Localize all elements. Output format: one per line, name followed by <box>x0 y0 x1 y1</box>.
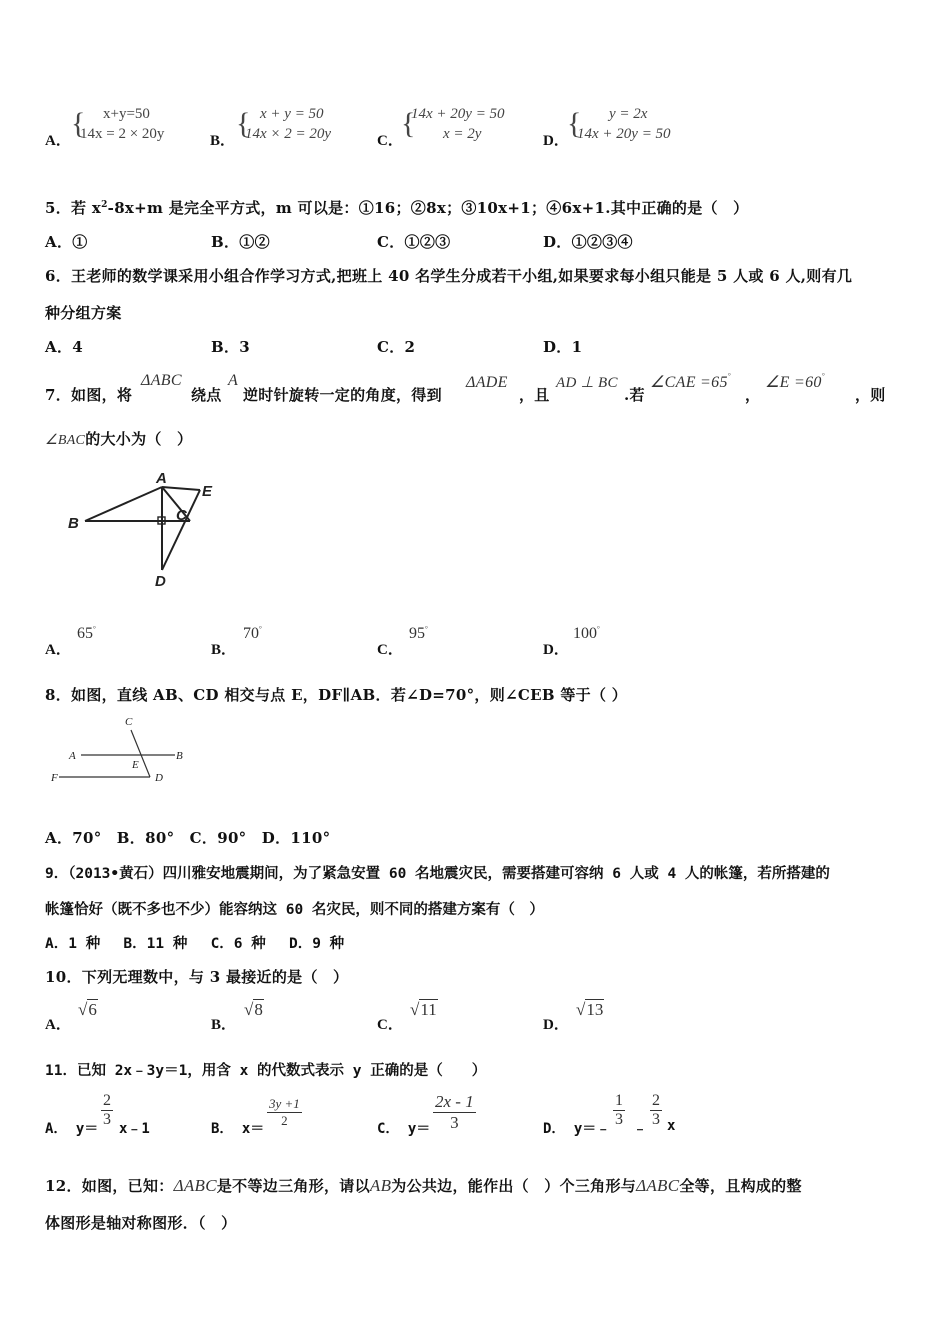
option-label: B． <box>210 133 236 149</box>
point-label-c: C <box>176 507 187 524</box>
point-label-f: F <box>51 772 58 784</box>
equation-line: 14x + 20y = 50 <box>411 106 505 122</box>
math-expression: A <box>228 372 239 389</box>
question-8: 8．如图，直线 AB、CD 相交与点 E，DF∥AB．若∠D=70°，则∠CEB 等于（ ） <box>45 686 628 704</box>
brace-icon: { <box>567 107 582 140</box>
equation-line: 14x + 20y = 50 <box>577 126 671 142</box>
denominator: 2 <box>281 1113 288 1128</box>
degree-sign: ° <box>727 372 731 380</box>
math-expression: AD ⊥ BC <box>556 375 618 391</box>
numerator: 2 <box>652 1092 660 1109</box>
question-6-line-1: 6．王老师的数学课采用小组合作学习方式,把班上 40 名学生分成若干小组,如果要求每小组只能是 5 人或 6 人,则有几 <box>45 267 853 285</box>
expression-text: x﹣1 <box>119 1121 150 1137</box>
option-value <box>409 625 428 643</box>
equation-line: 14x = 2 × 20y <box>80 126 165 142</box>
question-9-line-2: 帐篷恰好（既不多也不少）能容纳这 60 名灾民，则不同的搭建方案有（ ） <box>45 902 544 918</box>
option-value <box>410 1000 438 1020</box>
expression-text: x <box>667 1118 676 1134</box>
equation-line: x+y=50 <box>103 106 150 122</box>
question-text: 绕点 <box>191 386 222 404</box>
minus-sign: ﹣ <box>633 1121 647 1137</box>
question-text: 的大小为（ ） <box>85 430 193 448</box>
question-12 <box>45 1175 802 1196</box>
segment-ed <box>162 490 200 570</box>
number: 65 <box>77 625 93 642</box>
equation-line: x = 2y <box>443 126 482 142</box>
radicand: 6 <box>88 1000 97 1019</box>
q5-option-c: C．①②③ <box>377 233 451 251</box>
numerator: 1 <box>615 1092 623 1109</box>
question-7-line-2 <box>45 428 192 449</box>
q6-option-d: D．1 <box>543 338 583 356</box>
point-label-e: E <box>132 759 139 771</box>
question-text: 12．如图，已知： <box>45 1177 174 1195</box>
option-label: C． y＝ <box>377 1121 431 1137</box>
degree-sign: ° <box>821 372 825 380</box>
point-label-a: A <box>156 470 167 487</box>
q5-option-d: D．①②③④ <box>543 233 633 251</box>
math-expression: AB <box>369 1176 392 1195</box>
question-text: ，则 <box>855 386 886 404</box>
math-expression: ∠BAC <box>45 433 86 448</box>
math-expression: ΔABC <box>173 1176 217 1195</box>
point-label-d: D <box>155 772 163 784</box>
superscript: 2 <box>101 200 108 210</box>
question-text: .若 <box>624 386 645 404</box>
equation-line: y = 2x <box>609 106 648 122</box>
q8-lines-figure <box>45 712 195 790</box>
fraction <box>101 1092 113 1129</box>
numerator: 3y +1 <box>269 1096 300 1111</box>
question-text: 7．如图，将 <box>45 386 133 404</box>
angle-expression: ∠CAE =65 <box>650 374 728 391</box>
option-label: C． <box>377 1017 403 1033</box>
radicand: 13 <box>586 1000 604 1019</box>
radicand: 8 <box>254 1000 263 1019</box>
option-label: A． y＝ <box>45 1121 99 1137</box>
question-5 <box>45 197 748 218</box>
sqrt-icon: √ <box>78 1000 88 1019</box>
q6-option-a: A．4 <box>45 338 83 356</box>
q9-options: A．1 种 B．11 种 C．6 种 D．9 种 <box>45 936 345 952</box>
option-value <box>243 625 262 643</box>
equation-line: x + y = 50 <box>260 106 324 122</box>
fraction <box>433 1092 476 1133</box>
brace-icon: { <box>401 107 416 140</box>
brace-icon: { <box>71 107 86 140</box>
question-text: 5．若 x <box>45 199 102 217</box>
question-text: 逆时针旋转一定的角度，得到 <box>243 386 442 404</box>
question-text: ， <box>745 386 761 404</box>
q6-option-c: C．2 <box>377 338 416 356</box>
fraction <box>267 1096 302 1129</box>
math-expression: ΔABC <box>141 372 182 389</box>
question-9-line-1: 9．（2013•黄石）四川雅安地震期间，为了紧急安置 60 名地震灾民，需要搭建可容纳 6 人或 4 人的帐篷，若所搭建的 <box>45 866 830 882</box>
number: 100 <box>573 625 597 642</box>
option-label: A． <box>45 1017 71 1033</box>
point-label-c: C <box>125 716 133 728</box>
option-label: C． <box>377 642 403 658</box>
numerator: 2x - 1 <box>435 1092 474 1111</box>
q5-option-a: A．① <box>45 233 88 251</box>
degree-sign: ° <box>259 625 262 633</box>
sqrt-icon: √ <box>244 1000 254 1019</box>
numerator: 2 <box>103 1092 111 1109</box>
point-label-a: A <box>69 750 76 762</box>
question-text: 全等，且构成的整 <box>679 1177 802 1195</box>
option-label: B． x＝ <box>211 1121 265 1137</box>
point-label-e: E <box>202 483 213 500</box>
option-value <box>78 1000 98 1020</box>
number: 70 <box>243 625 259 642</box>
brace-icon: { <box>236 107 251 140</box>
angle-expression: ∠E =60 <box>765 374 822 391</box>
question-text: 是不等边三角形，请以 <box>216 1177 370 1195</box>
question-12-line-2: 体图形是轴对称图形．（ ） <box>45 1214 237 1232</box>
radicand: 11 <box>420 1000 437 1019</box>
segment-ae <box>162 487 200 490</box>
fraction <box>650 1092 662 1129</box>
sqrt-icon: √ <box>576 1000 586 1019</box>
option-label: D． <box>543 642 569 658</box>
point-label-b: B <box>68 515 79 532</box>
option-value <box>573 625 600 643</box>
segment-ba <box>85 487 162 521</box>
equation-line: 14x × 2 = 20y <box>245 126 332 142</box>
question-text: -8x+m 是完全平方式，m 可以是：①16；②8x；③10x+1；④6x+1.其中正确的是（ ） <box>107 199 749 217</box>
math-expression: ΔADE <box>466 374 508 391</box>
degree-sign: ° <box>93 625 96 633</box>
denominator: 3 <box>615 1111 623 1128</box>
option-label: A． <box>45 642 71 658</box>
option-value <box>244 1000 264 1020</box>
question-6-line-2: 种分组方案 <box>45 304 122 322</box>
question-7 <box>45 372 925 412</box>
sqrt-icon: √ <box>410 1000 420 1019</box>
q7-triangle-figure <box>40 468 230 596</box>
option-value <box>576 1000 604 1020</box>
option-label: B． <box>211 1017 237 1033</box>
q5-option-b: B．①② <box>211 233 270 251</box>
question-10: 10．下列无理数中，与 3 最接近的是（ ） <box>45 968 349 986</box>
math-expression <box>650 372 731 392</box>
degree-sign: ° <box>597 625 600 633</box>
option-label: C． <box>377 133 403 149</box>
q8-options: A．70° B．80° C．90° D．110° <box>45 829 331 847</box>
denominator: 3 <box>103 1111 111 1128</box>
option-label: A． <box>45 133 71 149</box>
point-label-b: B <box>176 750 183 762</box>
math-expression: ΔABC <box>636 1176 680 1195</box>
option-value <box>77 625 96 643</box>
denominator: 3 <box>652 1111 660 1128</box>
math-expression <box>765 372 825 392</box>
option-label: D． y＝﹣ <box>543 1121 611 1137</box>
denominator: 3 <box>450 1113 459 1132</box>
option-label: B． <box>211 642 237 658</box>
number: 95 <box>409 625 425 642</box>
question-11: 11．已知 2x﹣3y＝1，用含 x 的代数式表示 y 正确的是（ ） <box>45 1063 487 1079</box>
q6-option-b: B．3 <box>211 338 251 356</box>
question-text: ，且 <box>519 386 550 404</box>
point-label-d: D <box>155 573 166 590</box>
option-label: D． <box>543 133 569 149</box>
option-label: D． <box>543 1017 569 1033</box>
question-text: 为公共边，能作出（ ）个三角形与 <box>391 1177 637 1195</box>
fraction <box>613 1092 625 1129</box>
degree-sign: ° <box>425 625 428 633</box>
